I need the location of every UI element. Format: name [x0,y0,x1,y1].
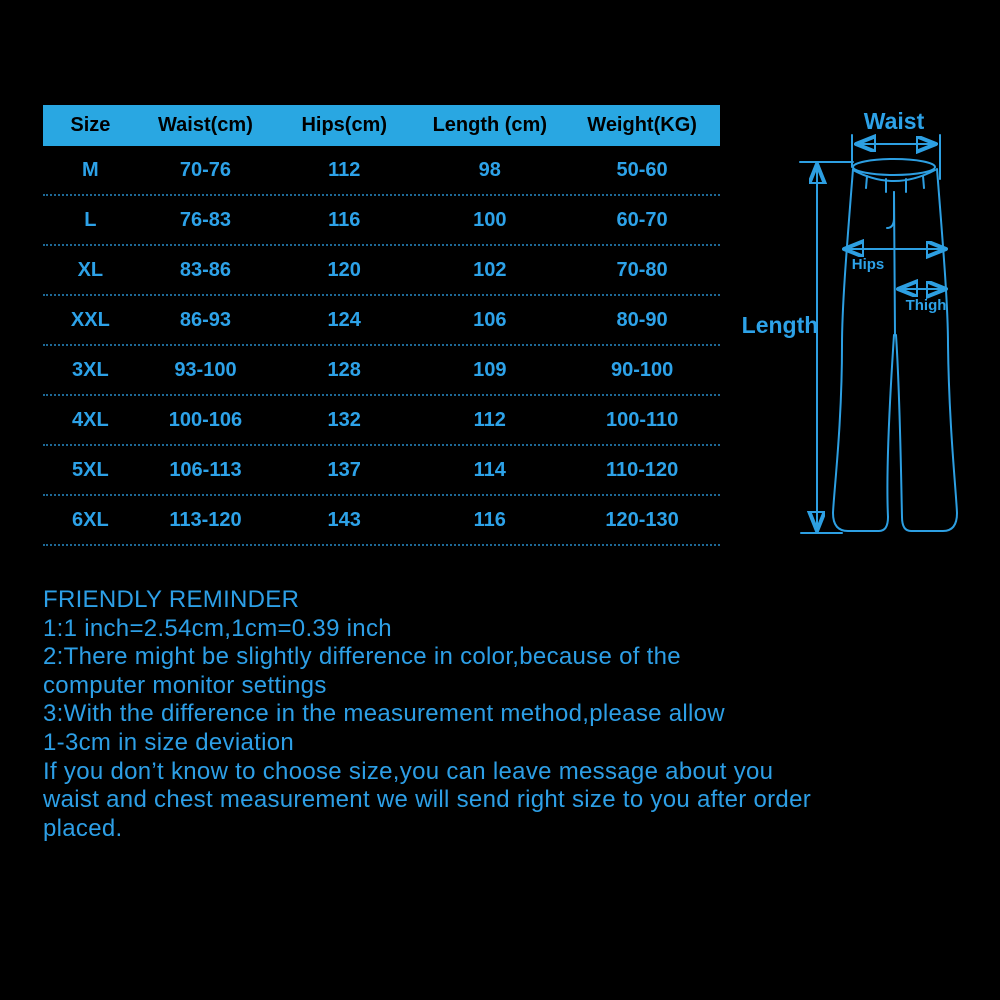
reminder-line: 2:There might be slightly difference in color,because of the [43,643,681,671]
reminder-line: 1:1 inch=2.54cm,1cm=0.39 inch [43,614,392,642]
table-row [43,196,720,246]
table-cell: 4XL [72,408,109,431]
table-cell: 76-83 [179,208,232,231]
table-row [43,446,720,496]
table-cell: 120 [327,258,361,281]
table-cell: 3XL [72,358,109,381]
table-cell: XL [77,258,104,281]
table-cell: 128 [327,358,361,381]
reminder-line: computer monitor settings [43,671,327,699]
table-cell: 109 [473,358,507,381]
table-cell: 114 [473,458,506,481]
table-row [43,496,720,546]
column-header: Size [70,114,111,136]
table-cell: 70-76 [179,158,232,181]
reminder-line: 3:With the difference in the measurement method,please allow [43,700,725,728]
table-cell: 90-100 [610,358,674,381]
column-header: Waist(cm) [158,114,253,136]
pants-outline [833,159,957,531]
table-cell: XXL [70,308,110,331]
table-cell: L [84,208,97,231]
reminder-line: placed. [43,814,123,842]
table-cell: 124 [327,308,361,331]
reminder-lines [43,615,968,844]
reminder-line: 1-3cm in size deviation [43,728,295,756]
table-row [43,346,720,396]
table-cell: 116 [328,208,361,231]
table-cell: 93-100 [174,358,237,381]
table-cell: 86-93 [179,308,232,331]
column-header: Hips(cm) [301,114,388,136]
size-table-body [43,146,720,546]
table-cell: 106 [473,308,507,331]
length-label: Length [741,312,819,338]
table-cell: 106-113 [169,458,242,481]
column-header: Weight(KG) [587,114,697,136]
table-cell: 70-80 [616,258,668,281]
size-table-header [43,105,720,146]
reminder-title: FRIENDLY REMINDER [43,586,300,613]
table-cell: 6XL [72,508,109,531]
table-row [43,296,720,346]
table-cell: 100-110 [605,408,679,431]
table-row [43,146,720,196]
table-cell: 98 [478,158,501,181]
pants-measurement-diagram [730,95,1000,555]
table-cell: 116 [473,508,506,531]
reminder-line: If you don’t know to choose size,you can leave message about you [43,757,774,785]
column-header: Length (cm) [432,114,547,136]
table-cell: 112 [328,158,361,181]
table-cell: M [82,158,99,181]
table-row [43,246,720,296]
table-cell: 132 [327,408,361,431]
table-cell: 113-120 [169,508,242,531]
table-cell: 100-106 [168,408,243,431]
thigh-label: Thigh [905,297,947,314]
table-cell: 112 [473,408,506,431]
table-cell: 120-130 [605,508,679,531]
table-cell: 5XL [72,458,109,481]
reminder-line: waist and chest measurement we will send right size to you after order [43,786,812,814]
table-cell: 102 [473,258,507,281]
table-row [43,396,720,446]
table-cell: 100 [473,208,507,231]
waist-label: Waist [863,108,925,134]
friendly-reminder [43,586,968,843]
table-cell: 143 [327,508,361,531]
table-cell: 83-86 [179,258,232,281]
size-table [43,105,720,546]
hips-label: Hips [851,256,885,273]
table-cell: 137 [327,458,361,481]
table-cell: 80-90 [616,308,668,331]
table-cell: 110-120 [605,458,679,481]
table-cell: 50-60 [616,158,668,181]
table-cell: 60-70 [616,208,668,231]
